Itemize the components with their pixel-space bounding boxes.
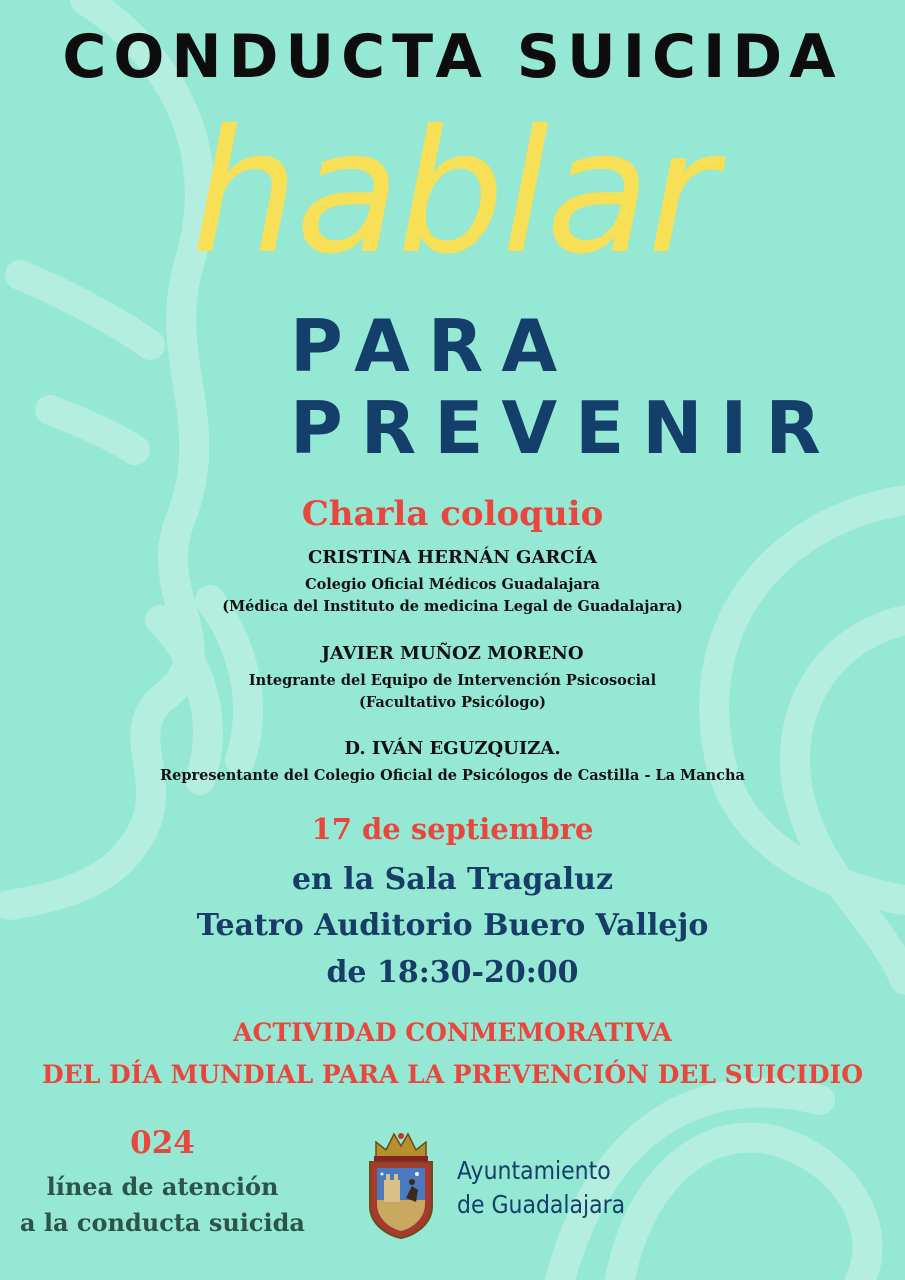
speaker-name: JAVIER MUÑOZ MORENO bbox=[321, 643, 584, 664]
event-date: 17 de septiembre bbox=[311, 812, 594, 846]
event-time: de 18:30-20:00 bbox=[326, 955, 579, 990]
hotline-description: a la conducta suicida bbox=[20, 1208, 305, 1237]
org-name: Ayuntamiento bbox=[457, 1156, 611, 1185]
venue-room: en la Sala Tragaluz bbox=[291, 862, 614, 897]
speaker-name: CRISTINA HERNÁN GARCÍA bbox=[307, 547, 598, 568]
poster-title: CONDUCTA SUICIDA bbox=[62, 22, 843, 92]
activity-line: DEL DÍA MUNDIAL PARA LA PREVENCIÓN DEL SUICIDIO bbox=[42, 1060, 863, 1089]
activity-line: ACTIVIDAD CONMEMORATIVA bbox=[233, 1018, 672, 1047]
speaker-role: (Médica del Instituto de medicina Legal de Guadalajara) bbox=[222, 598, 683, 615]
venue-theatre: Teatro Auditorio Buero Vallejo bbox=[196, 908, 709, 943]
hotline-description: línea de atención bbox=[46, 1172, 279, 1201]
hotline-number: 024 bbox=[130, 1125, 195, 1161]
speaker-role: (Facultativo Psicólogo) bbox=[358, 694, 546, 711]
prevenir-text: PREVENIR bbox=[290, 386, 839, 470]
hablar-script-text: hablar bbox=[190, 94, 715, 292]
city-coat-of-arms-icon bbox=[362, 1128, 440, 1240]
para-text: PARA bbox=[290, 304, 576, 388]
org-name: de Guadalajara bbox=[457, 1190, 626, 1219]
event-type-heading: Charla coloquio bbox=[301, 494, 604, 534]
speaker-role: Colegio Oficial Médicos Guadalajara bbox=[305, 576, 600, 593]
speaker-name: D. IVÁN EGUZQUIZA. bbox=[344, 738, 561, 759]
speaker-role: Integrante del Equipo de Intervención Psicosocial bbox=[248, 672, 657, 689]
speaker-role: Representante del Colegio Oficial de Psicólogos de Castilla - La Mancha bbox=[160, 767, 745, 784]
